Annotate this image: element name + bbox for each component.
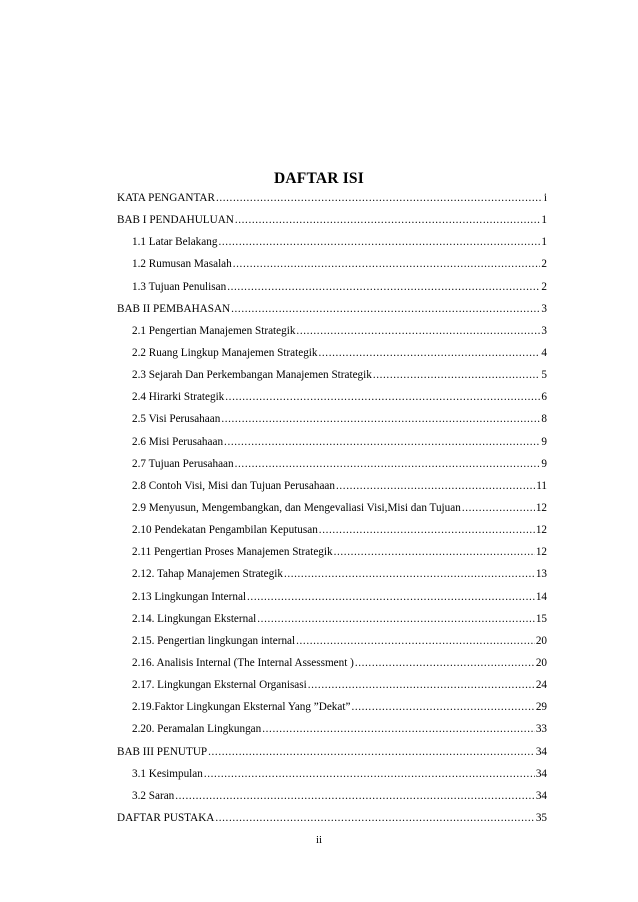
toc-entry-page: 9 [541,435,547,448]
toc-entry-label: 2.20. Peramalan Lingkungan [132,723,262,736]
toc-dot-leader [247,586,535,608]
toc-entry-page: 20 [535,656,547,669]
toc-entry [117,276,547,298]
toc-entry [117,431,547,453]
toc-entry-label: 2.15. Pengertian lingkungan internal [132,634,296,647]
toc-dot-leader [262,718,535,740]
toc-entry [117,497,547,519]
toc-entry [117,475,547,497]
toc-entry [117,320,547,342]
toc-entry-page: 12 [535,546,547,559]
toc-entry-page: 1 [541,214,547,227]
toc-entry-label: 2.6 Misi Perusahaan [132,435,224,448]
toc-entry [117,231,547,253]
toc-dot-leader [373,364,541,386]
toc-dot-leader [204,763,535,785]
toc-entry [117,298,547,320]
toc-dot-leader [308,674,535,696]
toc-entry-page: 35 [535,811,547,824]
toc-entry [117,674,547,696]
toc-entry [117,785,547,807]
toc-entry-label: 1.1 Latar Belakang [132,236,218,249]
toc-entry-page: 8 [541,413,547,426]
toc-entry-page: 14 [535,590,547,603]
toc-entry [117,364,547,386]
toc-entry [117,209,547,231]
toc-entry-page: 20 [535,634,547,647]
toc-entry-label: 2.11 Pengertian Proses Manajemen Strategik [132,546,333,559]
page-title: DAFTAR ISI [274,170,364,187]
toc-dot-leader [336,475,535,497]
toc-entry-label: KATA PENGANTAR [117,192,215,204]
toc-entry-label: 2.14. Lingkungan Eksternal [132,612,257,625]
toc-entry-page: 34 [535,767,547,780]
toc-entry-label: 2.17. Lingkungan Eksternal Organisasi [132,679,307,692]
toc-dot-leader [221,408,540,430]
toc-dot-leader [284,563,535,585]
toc-entry [117,187,547,209]
toc-entry [117,718,547,740]
toc-entry-label: 3.2 Saran [132,789,175,802]
toc-entry-page: 1 [541,236,547,249]
toc-entry [117,386,547,408]
toc-entry-label: 2.8 Contoh Visi, Misi dan Tujuan Perusahaan [132,479,335,492]
toc-entry-label: BAB II PEMBAHASAN [117,302,231,315]
toc-entry-page: 12 [535,501,547,514]
toc-entry-label: 2.16. Analisis Internal (The Internal Assessment ) [132,656,354,669]
toc-entry-label: 2.1 Pengertian Manajemen Strategik [132,324,296,337]
toc-dot-leader [351,696,534,718]
toc-entry [117,563,547,585]
toc-entry-label: 2.7 Tujuan Perusahaan [132,457,234,470]
toc-dot-leader [208,741,535,763]
table-of-contents [117,187,547,829]
toc-entry-label: 2.9 Menyusun, Mengembangkan, dan Mengevaliasi Visi,Misi dan Tujuan [132,501,461,514]
toc-entry [117,541,547,563]
toc-dot-leader [227,276,540,298]
toc-entry-page: 13 [535,568,547,581]
toc-dot-leader [462,497,535,519]
toc-dot-leader [224,431,540,453]
toc-dot-leader [319,519,535,541]
toc-entry-label: DAFTAR PUSTAKA [117,811,215,824]
toc-dot-leader [216,187,543,209]
toc-entry-page: 24 [535,679,547,692]
toc-entry-page: 4 [541,346,547,359]
toc-entry-label: 2.10 Pendekatan Pengambilan Keputusan [132,524,318,537]
toc-entry-page: 2 [541,280,547,293]
toc-dot-leader [257,608,535,630]
toc-entry-label: BAB III PENUTUP [117,745,208,758]
toc-entry [117,652,547,674]
toc-entry-label: BAB I PENDAHULUAN [117,214,234,227]
toc-dot-leader [233,253,541,275]
toc-entry-page: 34 [535,745,547,758]
toc-entry [117,408,547,430]
toc-entry-page: 3 [541,324,547,337]
toc-entry-page: 34 [535,789,547,802]
toc-entry-page: 11 [536,479,547,492]
toc-entry [117,608,547,630]
toc-entry-label: 3.1 Kesimpulan [132,767,203,780]
toc-dot-leader [296,630,535,652]
toc-entry-page: i [543,192,547,204]
toc-entry-label: 1.3 Tujuan Penulisan [132,280,227,293]
toc-dot-leader [334,541,535,563]
toc-dot-leader [235,453,541,475]
toc-entry-label: 2.3 Sejarah Dan Perkembangan Manajemen Strategik [132,369,372,382]
toc-dot-leader [355,652,535,674]
toc-entry [117,253,547,275]
toc-entry-page: 29 [535,701,547,714]
toc-entry-page: 5 [541,369,547,382]
toc-dot-leader [319,342,541,364]
toc-entry [117,696,547,718]
toc-entry-label: 2.5 Visi Perusahaan [132,413,221,426]
toc-dot-leader [225,386,540,408]
toc-dot-leader [218,231,540,253]
toc-entry-label: 2.19.Faktor Lingkungan Eksternal Yang ”Dekat” [132,701,351,714]
toc-entry-label: 2.12. Tahap Manajemen Strategik [132,568,283,581]
toc-entry-page: 15 [535,612,547,625]
toc-entry-page: 12 [535,524,547,537]
toc-dot-leader [215,807,534,829]
toc-entry-page: 33 [535,723,547,736]
toc-dot-leader [231,298,540,320]
toc-entry [117,586,547,608]
toc-entry-page: 9 [541,457,547,470]
toc-dot-leader [175,785,535,807]
page-number: ii [315,834,323,846]
toc-entry-page: 3 [541,302,547,315]
toc-dot-leader [235,209,541,231]
toc-entry [117,630,547,652]
toc-entry-page: 6 [541,391,547,404]
toc-entry [117,807,547,829]
toc-entry [117,763,547,785]
toc-entry [117,453,547,475]
toc-entry [117,741,547,763]
toc-dot-leader [296,320,540,342]
toc-entry-label: 2.2 Ruang Lingkup Manajemen Strategik [132,346,318,359]
toc-entry-label: 2.13 Lingkungan Internal [132,590,247,603]
toc-entry-label: 1.2 Rumusan Masalah [132,258,232,271]
toc-entry-page: 2 [541,258,547,271]
toc-entry [117,519,547,541]
toc-entry [117,342,547,364]
toc-entry-label: 2.4 Hirarki Strategik [132,391,225,404]
